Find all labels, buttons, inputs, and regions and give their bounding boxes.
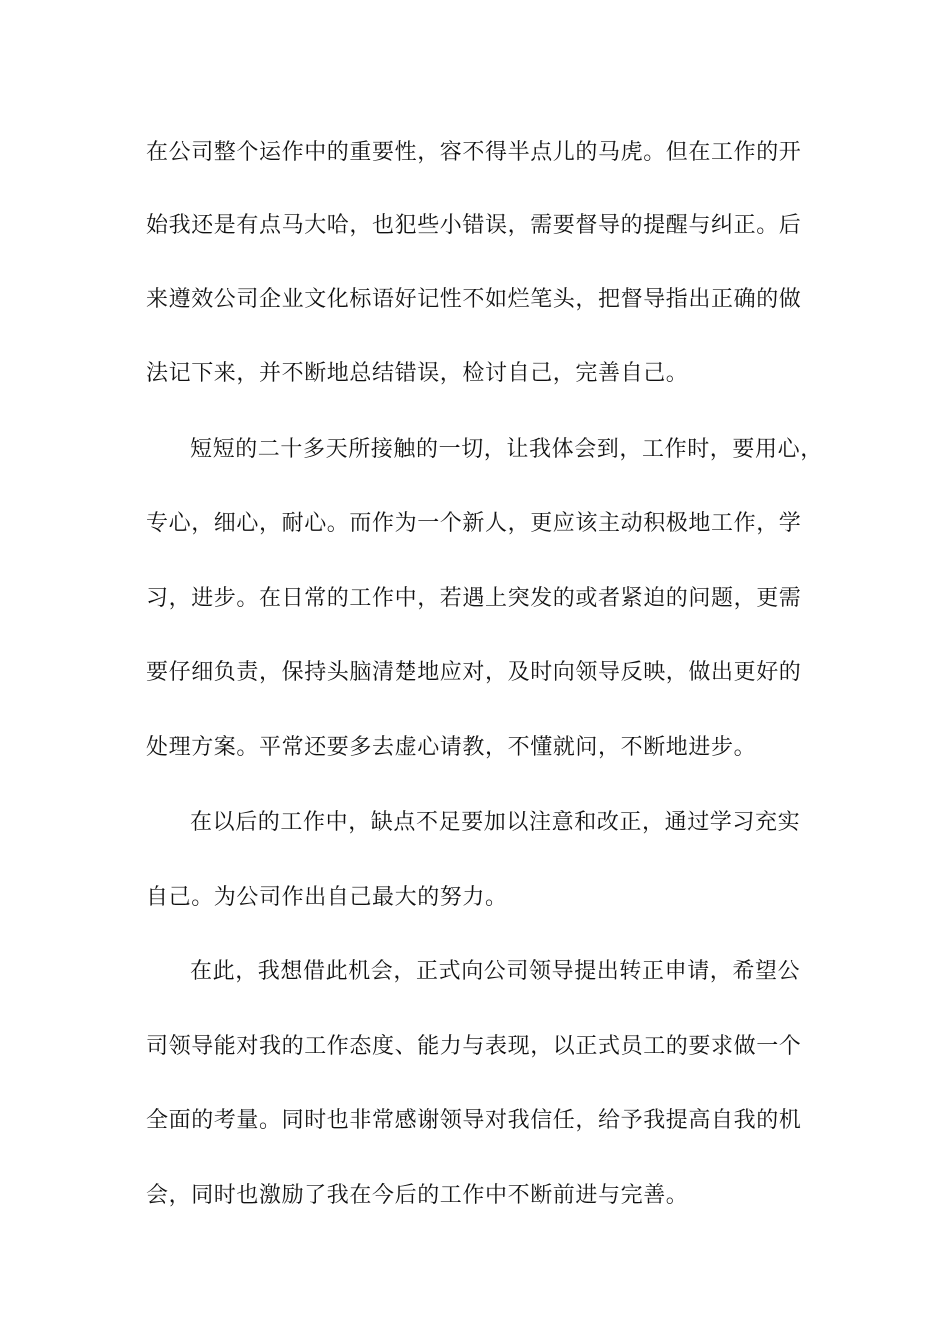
- text-line: 在此，我想借此机会，正式向公司领导提出转正申请，希望公: [190, 959, 801, 984]
- text-line: 在公司整个运作中的重要性，容不得半点儿的马虎。但在工作的开: [146, 140, 802, 165]
- text-line: 司领导能对我的工作态度、能力与表现，以正式员工的要求做一个: [146, 1034, 802, 1059]
- text-line: 来遵效公司企业文化标语好记性不如烂笔头，把督导指出正确的做: [146, 287, 802, 312]
- text-line: 自己。为公司作出自己最大的努力。: [146, 885, 508, 910]
- text-line: 专心，细心，耐心。而作为一个新人，更应该主动积极地工作，学: [146, 511, 802, 536]
- text-line: 处理方案。平常还要多去虚心请教，不懂就问，不断地进步。: [146, 735, 757, 760]
- text-line: 会，同时也激励了我在今后的工作中不断前进与完善。: [146, 1183, 689, 1208]
- text-line: 始我还是有点马大哈，也犯些小错误，需要督导的提醒与纠正。后: [146, 213, 802, 238]
- text-line: 短短的二十多天所接触的一切，让我体会到，工作时，要用心，: [190, 437, 823, 462]
- text-line: 法记下来，并不断地总结错误，检讨自己，完善自己。: [146, 361, 689, 386]
- text-line: 全面的考量。同时也非常感谢领导对我信任，给予我提高自我的机: [146, 1108, 802, 1133]
- text-line: 要仔细负责，保持头脑清楚地应对，及时向领导反映，做出更好的: [146, 660, 802, 685]
- text-line: 习，进步。在日常的工作中，若遇上突发的或者紧迫的问题，更需: [146, 586, 802, 611]
- text-line: 在以后的工作中，缺点不足要加以注意和改正，通过学习充实: [190, 810, 801, 835]
